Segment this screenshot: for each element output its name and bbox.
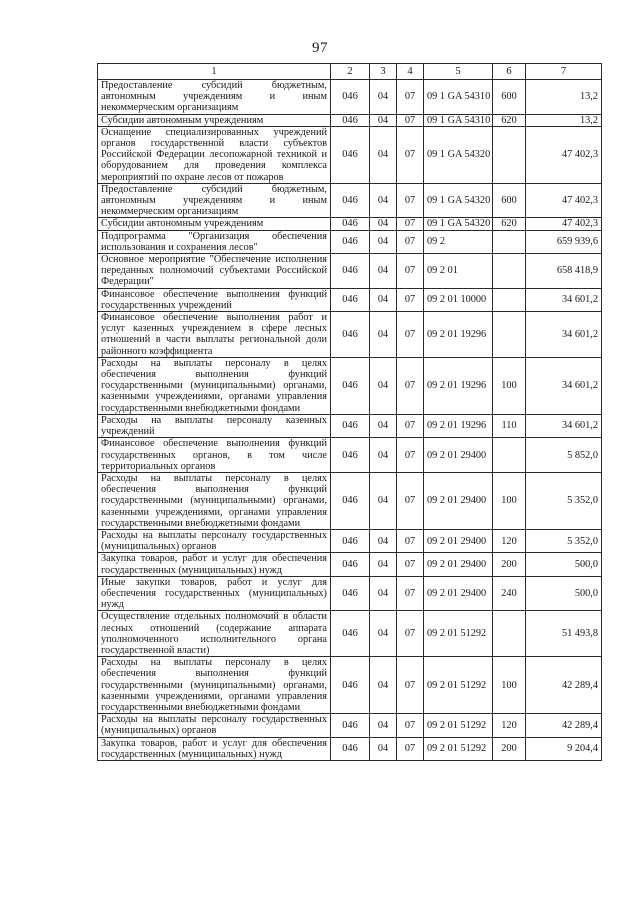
row-department: 046 <box>331 611 370 657</box>
table-row <box>98 218 602 230</box>
column-header-amount: 7 <box>526 64 602 80</box>
row-target-article: 09 2 01 51292 <box>424 737 493 760</box>
table-row <box>98 657 602 714</box>
row-name: Закупка товаров, работ и услуг для обеспечения государственных (муниципальных) нужд <box>98 737 331 760</box>
row-section: 04 <box>370 414 397 437</box>
row-target-article: 09 2 01 10000 <box>424 288 493 311</box>
row-subsection: 07 <box>397 230 424 253</box>
row-name: Предоставление субсидий бюджетным, автономным учреждениям и иным некоммерческим организациям <box>98 80 331 115</box>
row-expense-type <box>493 611 526 657</box>
row-amount: 659 939,6 <box>526 230 602 253</box>
row-name: Финансовое обеспечение выполнения функций государственных органов, в том числе территориальных органов <box>98 438 331 473</box>
row-department: 046 <box>331 553 370 576</box>
row-section: 04 <box>370 126 397 183</box>
row-name: Расходы на выплаты персоналу в целях обеспечения выполнения функций государственными (муниципальными) органами, казенными учреждениями, органами управления государственными внебюджетными фондами <box>98 357 331 414</box>
row-section: 04 <box>370 657 397 714</box>
row-department: 046 <box>331 657 370 714</box>
row-department: 046 <box>331 218 370 230</box>
row-subsection: 07 <box>397 288 424 311</box>
row-section: 04 <box>370 576 397 611</box>
row-expense-type: 620 <box>493 218 526 230</box>
row-expense-type <box>493 288 526 311</box>
row-department: 046 <box>331 357 370 414</box>
row-department: 046 <box>331 288 370 311</box>
row-department: 046 <box>331 126 370 183</box>
row-name: Субсидии автономным учреждениям <box>98 114 331 126</box>
row-amount: 500,0 <box>526 553 602 576</box>
row-name: Основное мероприятие "Обеспечение исполнения переданных полномочий субъектами Российской Федерации" <box>98 254 331 289</box>
row-department: 046 <box>331 254 370 289</box>
table-row <box>98 714 602 737</box>
row-expense-type <box>493 312 526 358</box>
row-name: Финансовое обеспечение выполнения работ и услуг казенных учреждением в сфере лесных отношений в части выплаты региональной доли районного коэффициента <box>98 312 331 358</box>
row-amount: 42 289,4 <box>526 714 602 737</box>
row-expense-type: 600 <box>493 80 526 115</box>
row-target-article: 09 2 01 51292 <box>424 611 493 657</box>
row-subsection: 07 <box>397 357 424 414</box>
budget-table <box>97 63 602 761</box>
row-department: 046 <box>331 472 370 529</box>
row-subsection: 07 <box>397 80 424 115</box>
row-amount: 13,2 <box>526 80 602 115</box>
row-name: Расходы на выплаты персоналу государственных (муниципальных) органов <box>98 529 331 552</box>
row-name: Подпрограмма "Организация обеспечения использования и сохранения лесов" <box>98 230 331 253</box>
row-subsection: 07 <box>397 438 424 473</box>
row-section: 04 <box>370 80 397 115</box>
row-subsection: 07 <box>397 312 424 358</box>
column-header-department: 2 <box>331 64 370 80</box>
column-header-section: 3 <box>370 64 397 80</box>
table-body <box>98 80 602 761</box>
row-target-article: 09 2 01 29400 <box>424 472 493 529</box>
row-amount: 9 204,4 <box>526 737 602 760</box>
row-target-article: 09 1 GA 54310 <box>424 114 493 126</box>
row-target-article: 09 2 01 51292 <box>424 657 493 714</box>
table-row <box>98 126 602 183</box>
row-expense-type: 120 <box>493 529 526 552</box>
row-amount: 34 601,2 <box>526 312 602 358</box>
table-row <box>98 114 602 126</box>
row-amount: 658 418,9 <box>526 254 602 289</box>
row-department: 046 <box>331 312 370 358</box>
row-expense-type: 600 <box>493 183 526 218</box>
row-expense-type <box>493 126 526 183</box>
row-expense-type: 620 <box>493 114 526 126</box>
row-target-article: 09 2 01 51292 <box>424 714 493 737</box>
table-row <box>98 472 602 529</box>
row-amount: 42 289,4 <box>526 657 602 714</box>
row-amount: 500,0 <box>526 576 602 611</box>
row-department: 046 <box>331 230 370 253</box>
row-name: Финансовое обеспечение выполнения функций государственных учреждений <box>98 288 331 311</box>
row-section: 04 <box>370 254 397 289</box>
row-amount: 5 852,0 <box>526 438 602 473</box>
row-amount: 34 601,2 <box>526 357 602 414</box>
row-department: 046 <box>331 114 370 126</box>
table-row <box>98 576 602 611</box>
row-amount: 47 402,3 <box>526 218 602 230</box>
row-subsection: 07 <box>397 183 424 218</box>
row-section: 04 <box>370 114 397 126</box>
row-subsection: 07 <box>397 576 424 611</box>
table-row <box>98 611 602 657</box>
row-target-article: 09 1 GA 54310 <box>424 80 493 115</box>
row-section: 04 <box>370 183 397 218</box>
row-name: Осуществление отдельных полномочий в области лесных отношений (содержание аппарата уполномоченного исполнительного органа государственной власти) <box>98 611 331 657</box>
table-header-row <box>98 64 602 80</box>
row-amount: 5 352,0 <box>526 529 602 552</box>
row-target-article: 09 2 01 29400 <box>424 576 493 611</box>
row-target-article: 09 1 GA 54320 <box>424 218 493 230</box>
row-name: Иные закупки товаров, работ и услуг для обеспечения государственных (муниципальных) нужд <box>98 576 331 611</box>
row-target-article: 09 2 <box>424 230 493 253</box>
table-row <box>98 553 602 576</box>
page-number: 97 <box>312 40 328 56</box>
row-subsection: 07 <box>397 529 424 552</box>
row-section: 04 <box>370 611 397 657</box>
row-target-article: 09 2 01 19296 <box>424 357 493 414</box>
table-row <box>98 230 602 253</box>
table-row <box>98 312 602 358</box>
row-target-article: 09 2 01 29400 <box>424 438 493 473</box>
row-amount: 13,2 <box>526 114 602 126</box>
row-target-article: 09 1 GA 54320 <box>424 126 493 183</box>
row-department: 046 <box>331 438 370 473</box>
row-name: Оснащение специализированных учреждений органов государственной власти субъектов Российской Федерации лесопожарной техникой и оборудованием для проведения комплекса мероприятий по охране лесов от пожаров <box>98 126 331 183</box>
row-subsection: 07 <box>397 218 424 230</box>
row-section: 04 <box>370 438 397 473</box>
table-row <box>98 737 602 760</box>
table-row <box>98 183 602 218</box>
row-target-article: 09 2 01 19296 <box>424 312 493 358</box>
row-section: 04 <box>370 553 397 576</box>
row-subsection: 07 <box>397 611 424 657</box>
column-header-subsection: 4 <box>397 64 424 80</box>
table-row <box>98 254 602 289</box>
row-subsection: 07 <box>397 472 424 529</box>
row-expense-type <box>493 230 526 253</box>
row-target-article: 09 2 01 19296 <box>424 414 493 437</box>
row-section: 04 <box>370 218 397 230</box>
row-section: 04 <box>370 714 397 737</box>
row-section: 04 <box>370 288 397 311</box>
row-expense-type: 200 <box>493 553 526 576</box>
column-header-expense-type: 6 <box>493 64 526 80</box>
row-subsection: 07 <box>397 714 424 737</box>
row-name: Субсидии автономным учреждениям <box>98 218 331 230</box>
row-target-article: 09 1 GA 54320 <box>424 183 493 218</box>
row-amount: 5 352,0 <box>526 472 602 529</box>
row-subsection: 07 <box>397 657 424 714</box>
row-expense-type: 110 <box>493 414 526 437</box>
row-expense-type <box>493 438 526 473</box>
row-subsection: 07 <box>397 414 424 437</box>
row-department: 046 <box>331 183 370 218</box>
table-row <box>98 438 602 473</box>
row-subsection: 07 <box>397 114 424 126</box>
row-amount: 47 402,3 <box>526 183 602 218</box>
row-amount: 47 402,3 <box>526 126 602 183</box>
table-row <box>98 288 602 311</box>
table-row <box>98 80 602 115</box>
row-section: 04 <box>370 312 397 358</box>
row-name: Расходы на выплаты персоналу государственных (муниципальных) органов <box>98 714 331 737</box>
row-expense-type: 100 <box>493 472 526 529</box>
row-expense-type <box>493 254 526 289</box>
row-amount: 34 601,2 <box>526 414 602 437</box>
row-department: 046 <box>331 576 370 611</box>
row-target-article: 09 2 01 29400 <box>424 553 493 576</box>
row-subsection: 07 <box>397 126 424 183</box>
row-name: Расходы на выплаты персоналу в целях обеспечения выполнения функций государственными (муниципальными) органами, казенными учреждениями, органами управления государственными внебюджетными фондами <box>98 657 331 714</box>
row-section: 04 <box>370 230 397 253</box>
row-target-article: 09 2 01 <box>424 254 493 289</box>
row-expense-type: 100 <box>493 657 526 714</box>
row-amount: 51 493,8 <box>526 611 602 657</box>
row-expense-type: 120 <box>493 714 526 737</box>
row-department: 046 <box>331 80 370 115</box>
row-department: 046 <box>331 414 370 437</box>
table-row <box>98 529 602 552</box>
row-name: Закупка товаров, работ и услуг для обеспечения государственных (муниципальных) нужд <box>98 553 331 576</box>
row-section: 04 <box>370 737 397 760</box>
row-section: 04 <box>370 357 397 414</box>
row-subsection: 07 <box>397 254 424 289</box>
row-department: 046 <box>331 737 370 760</box>
row-expense-type: 200 <box>493 737 526 760</box>
row-name: Расходы на выплаты персоналу в целях обеспечения выполнения функций государственными (муниципальными) органами, казенными учреждениями, органами управления государственными внебюджетными фондами <box>98 472 331 529</box>
row-expense-type: 100 <box>493 357 526 414</box>
table-row <box>98 414 602 437</box>
column-header-target-article: 5 <box>424 64 493 80</box>
table-row <box>98 357 602 414</box>
row-department: 046 <box>331 714 370 737</box>
row-subsection: 07 <box>397 737 424 760</box>
column-header-name: 1 <box>98 64 331 80</box>
row-section: 04 <box>370 472 397 529</box>
row-section: 04 <box>370 529 397 552</box>
row-department: 046 <box>331 529 370 552</box>
row-subsection: 07 <box>397 553 424 576</box>
row-name: Расходы на выплаты персоналу казенных учреждений <box>98 414 331 437</box>
row-expense-type: 240 <box>493 576 526 611</box>
row-name: Предоставление субсидий бюджетным, автономным учреждениям и иным некоммерческим организациям <box>98 183 331 218</box>
row-amount: 34 601,2 <box>526 288 602 311</box>
row-target-article: 09 2 01 29400 <box>424 529 493 552</box>
